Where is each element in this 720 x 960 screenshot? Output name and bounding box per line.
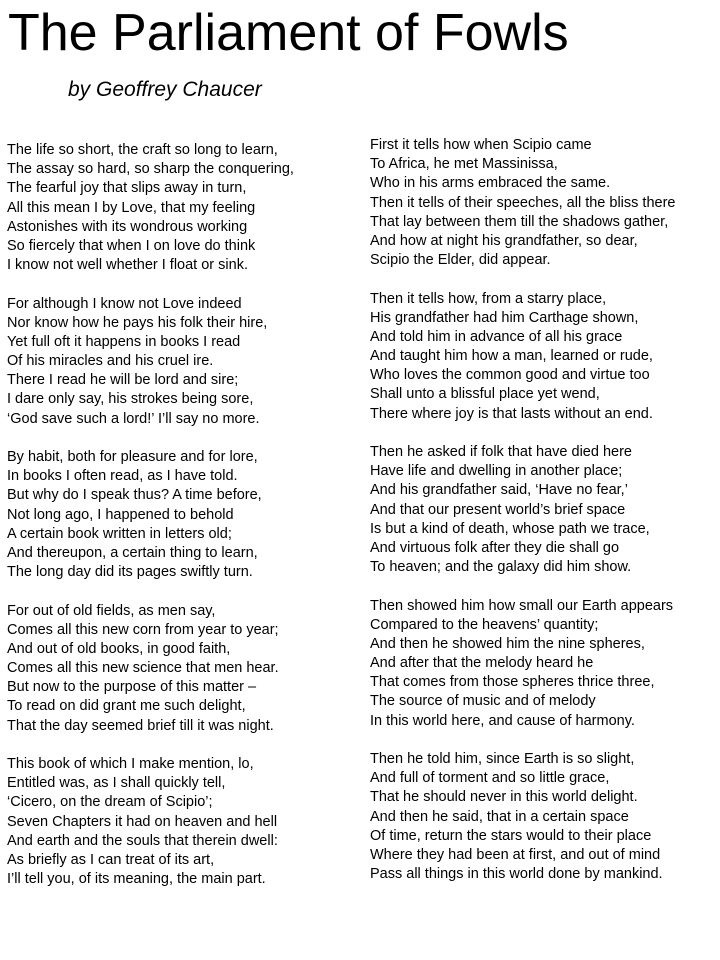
- poem-line: And full of torment and so little grace,: [370, 770, 610, 787]
- poem-line: But why do I speak thus? A time before,: [7, 487, 262, 504]
- poem-line: For although I know not Love indeed: [7, 295, 242, 312]
- poem-line: A certain book written in letters old;: [7, 525, 232, 542]
- stanza: [370, 443, 675, 577]
- poem-line: The life so short, the craft so long to learn,: [7, 142, 278, 158]
- poem-line: And after that the melody heard he: [370, 655, 594, 672]
- poem-line: All this mean I by Love, that my feeling: [7, 199, 256, 216]
- poem-line: To heaven; and the galaxy did him show.: [370, 559, 632, 576]
- poem-line: There where joy is that lasts without an end.: [370, 405, 653, 422]
- poem-line: That lay between them till the shadows gather,: [370, 213, 669, 230]
- poem-line: There I read he will be lord and sire;: [7, 372, 239, 389]
- poem-line: And that our present world’s brief space: [370, 501, 626, 518]
- poem-line: Who in his arms embraced the same.: [370, 175, 611, 192]
- poem-line: To Africa, he met Massinissa,: [370, 156, 558, 173]
- stanza: [370, 290, 675, 424]
- poem-line: Where they had been at first, and out of mind: [370, 846, 661, 863]
- stanza: [7, 602, 294, 736]
- poem-line: I know not well whether I float or sink.: [7, 257, 248, 274]
- poem-line: Then he told him, since Earth is so slight,: [370, 751, 635, 767]
- poem-line: And thereupon, a certain thing to learn,: [7, 544, 258, 561]
- poem-line: Entitled was, as I shall quickly tell,: [7, 775, 226, 792]
- poem-line: So fiercely that when I on love do think: [7, 237, 256, 254]
- poem-line: Of time, return the stars would to their place: [370, 827, 652, 844]
- poem-line: And how at night his grandfather, so dear,: [370, 232, 638, 249]
- poem-line: And his grandfather said, ‘Have no fear,’: [370, 482, 628, 499]
- poem-line: Who loves the common good and virtue too: [370, 367, 650, 384]
- poem-line: Then it tells how, from a starry place,: [370, 290, 607, 307]
- poem-line: For out of old fields, as men say,: [7, 602, 216, 619]
- poem-title: The Parliament of Fowls: [8, 4, 569, 62]
- poem-line: Not long ago, I happened to behold: [7, 506, 234, 523]
- poem-line: Have life and dwelling in another place;: [370, 463, 623, 480]
- poem-line: The assay so hard, so sharp the conquering,: [7, 161, 294, 178]
- poem-line: To read on did grant me such delight,: [7, 698, 246, 715]
- poem-line: Nor know how he pays his folk their hire,: [7, 314, 268, 331]
- poem-line: ‘Cicero, on the dream of Scipio’;: [7, 794, 213, 811]
- poem-line: By habit, both for pleasure and for lore,: [7, 449, 258, 465]
- poem-line: In this world here, and cause of harmony.: [370, 712, 635, 729]
- poem-line: And virtuous folk after they die shall go: [370, 539, 620, 556]
- poem-line: Compared to the heavens’ quantity;: [370, 616, 599, 633]
- poem-line: Comes all this new corn from year to year;: [7, 621, 279, 638]
- poem-line: And told him in advance of all his grace: [370, 328, 623, 345]
- poem-line: I’ll tell you, of its meaning, the main part.: [7, 871, 266, 888]
- poem-line: And earth and the souls that therein dwell:: [7, 832, 278, 849]
- poem-line: Pass all things in this world done by mankind.: [370, 866, 663, 883]
- stanza: [7, 141, 294, 275]
- poem-line: Then showed him how small our Earth appears: [370, 597, 674, 614]
- poem-line: First it tells how when Scipio came: [370, 137, 592, 153]
- poem-line: That he should never in this world delight.: [370, 789, 638, 806]
- poem-column-right: [370, 136, 675, 884]
- poem-line: But now to the purpose of this matter –: [7, 679, 257, 696]
- stanza: [370, 136, 675, 270]
- poem-line: And then he showed him the nine spheres,: [370, 635, 645, 652]
- poem-line: Shall unto a blissful place yet wend,: [370, 386, 600, 403]
- stanza: [7, 295, 294, 429]
- poem-column-left: [7, 141, 294, 889]
- poem-line: That the day seemed brief till it was night.: [7, 717, 274, 734]
- poem-line: Comes all this new science that men hear.: [7, 660, 279, 677]
- poem-line: Scipio the Elder, did appear.: [370, 252, 551, 269]
- poem-line: That comes from those spheres thrice three,: [370, 674, 655, 691]
- poem-line: I dare only say, his strokes being sore,: [7, 391, 254, 408]
- poem-line: His grandfather had him Carthage shown,: [370, 309, 639, 326]
- poem-line: And then he said, that in a certain space: [370, 808, 629, 825]
- poem-line: And out of old books, in good faith,: [7, 640, 231, 657]
- author-byline: by Geoffrey Chaucer: [68, 78, 262, 101]
- stanza: [7, 755, 294, 889]
- poem-line: Then it tells of their speeches, all the bliss there: [370, 194, 676, 211]
- stanza: [370, 597, 675, 731]
- poem-line: In books I often read, as I have told.: [7, 468, 238, 485]
- poem-line: Of his miracles and his cruel ire.: [7, 353, 214, 370]
- stanza: [370, 750, 675, 884]
- poem-line: And taught him how a man, learned or rude,: [370, 348, 653, 365]
- poem-line: ‘God save such a lord!’ I’ll say no more.: [7, 410, 260, 427]
- poem-line: The source of music and of melody: [370, 693, 596, 710]
- poem-line: Astonishes with its wondrous working: [7, 218, 248, 235]
- poem-line: Yet full oft it happens in books I read: [7, 333, 241, 350]
- poem-line: This book of which I make mention, lo,: [7, 756, 254, 772]
- poem-line: The long day did its pages swiftly turn.: [7, 564, 253, 581]
- poem-line: Then he asked if folk that have died here: [370, 444, 632, 460]
- poem-line: The fearful joy that slips away in turn,: [7, 180, 247, 197]
- poem-line: Is but a kind of death, whose path we trace,: [370, 520, 650, 537]
- poem-line: As briefly as I can treat of its art,: [7, 851, 215, 868]
- poem-line: Seven Chapters it had on heaven and hell: [7, 813, 278, 830]
- stanza: [7, 448, 294, 582]
